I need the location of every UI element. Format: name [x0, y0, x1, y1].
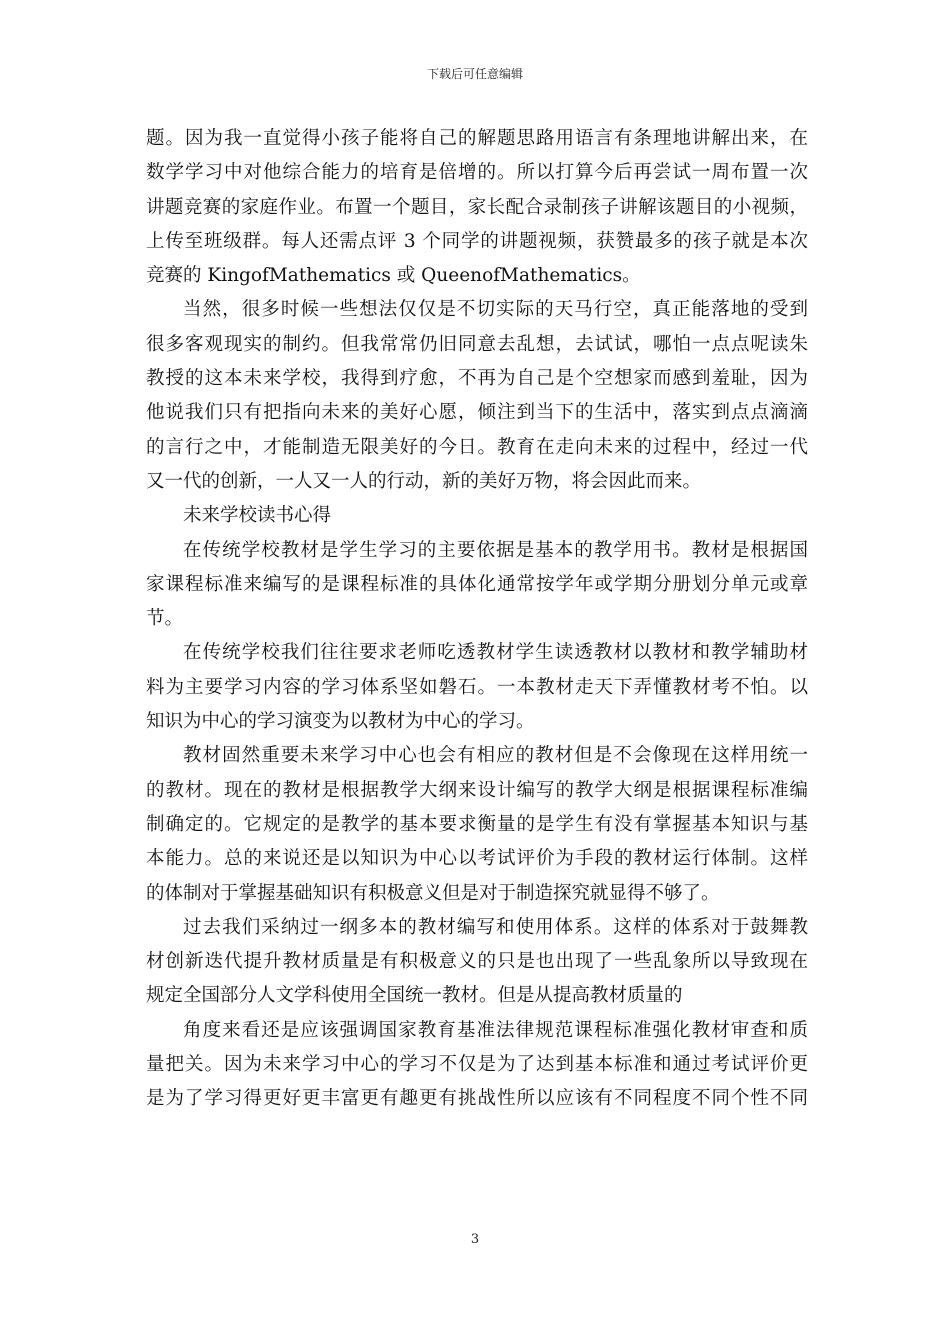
text-line: 是为了学习得更好更丰富更有趣更有挑战性所以应该有不同程度不同个性不同	[146, 1088, 808, 1110]
text-line: 制确定的。它规定的是教学的基本要求衡量的是学生有没有掌握基本知识与基	[146, 813, 808, 835]
text-line: 教材固然重要未来学习中心也会有相应的教材但是不会像现在这样用统一	[183, 745, 808, 767]
text-line: 上传至班级群。每人还需点评 3 个同学的讲题视频，获赞最多的孩子就是本次	[146, 230, 808, 252]
text-line: 料为主要学习内容的学习体系坚如磐石。一本教材走天下弄懂教材考不怕。以	[146, 676, 808, 698]
document-body	[146, 122, 808, 1117]
text-line: 知识为中心的学习演变为以教材为中心的学习。	[146, 711, 535, 733]
text-line: 本能力。总的来说还是以知识为中心以考试评价为手段的教材运行体制。这样	[146, 848, 808, 870]
text-line: 过去我们采纳过一纲多本的教材编写和使用体系。这样的体系对于鼓舞教	[183, 916, 808, 938]
text-line: 角度来看还是应该强调国家教育基准法律规范课程标准强化教材审查和质	[183, 1019, 808, 1041]
text-line: 题。因为我一直觉得小孩子能将自己的解题思路用语言有条理地讲解出来，在	[146, 128, 808, 149]
text-line: 又一代的创新，一人又一人的行动，新的美好万物，将会因此而来。	[146, 470, 702, 492]
text-line: 节。	[146, 608, 184, 630]
text-line: 他说我们只有把指向未来的美好心愿，倾注到当下的生活中，落实到点点滴滴	[146, 402, 808, 424]
text-line: 的言行之中，才能制造无限美好的今日。教育在走向未来的过程中，经过一代	[146, 436, 808, 458]
text-line: 很多客观现实的制约。但我常常仍旧同意去乱想，去试试，哪怕一点点呢读朱	[146, 333, 808, 355]
page-header: 下载后可任意编辑	[426, 67, 523, 81]
text-line: 的体制对于掌握基础知识有积极意义但是对于制造探究就显得不够了。	[146, 882, 720, 904]
text-line: 未来学校读书心得	[183, 505, 332, 527]
text-line: 教授的这本未来学校，我得到疗愈，不再为自己是个空想家而感到羞耻，因为	[146, 368, 808, 390]
text-line: 在传统学校教材是学生学习的主要依据是基本的教学用书。教材是根据国	[183, 539, 808, 561]
page-number: 3	[470, 1232, 480, 1247]
text-line: 竞赛的 KingofMathematics 或 QueenofMathematics。	[146, 265, 641, 287]
text-line: 的教材。现在的教材是根据教学大纲来设计编写的教学大纲是根据课程标准编	[146, 779, 808, 801]
text-line: 在传统学校我们往往要求老师吃透教材学生读透教材以教材和教学辅助材	[183, 642, 808, 664]
text-line: 家课程标准来编写的是课程标准的具体化通常按学年或学期分册划分单元或章	[146, 573, 808, 595]
text-line: 当然，很多时候一些想法仅仅是不切实际的天马行空，真正能落地的受到	[183, 299, 808, 321]
text-line: 数学学习中对他综合能力的培育是倍增的。所以打算今后再尝试一周布置一次	[146, 162, 808, 184]
text-line: 量把关。因为未来学习中心的学习不仅是为了达到基本标准和通过考试评价更	[146, 1054, 808, 1076]
text-line: 材创新迭代提升教材质量是有积极意义的只是也出现了一些乱象所以导致现在	[146, 951, 808, 973]
text-line: 规定全国部分人文学科使用全国统一教材。但是从提高教材质量的	[146, 985, 683, 1007]
text-line: 讲题竞赛的家庭作业。布置一个题目，家长配合录制孩子讲解该题目的小视频，	[146, 196, 808, 218]
